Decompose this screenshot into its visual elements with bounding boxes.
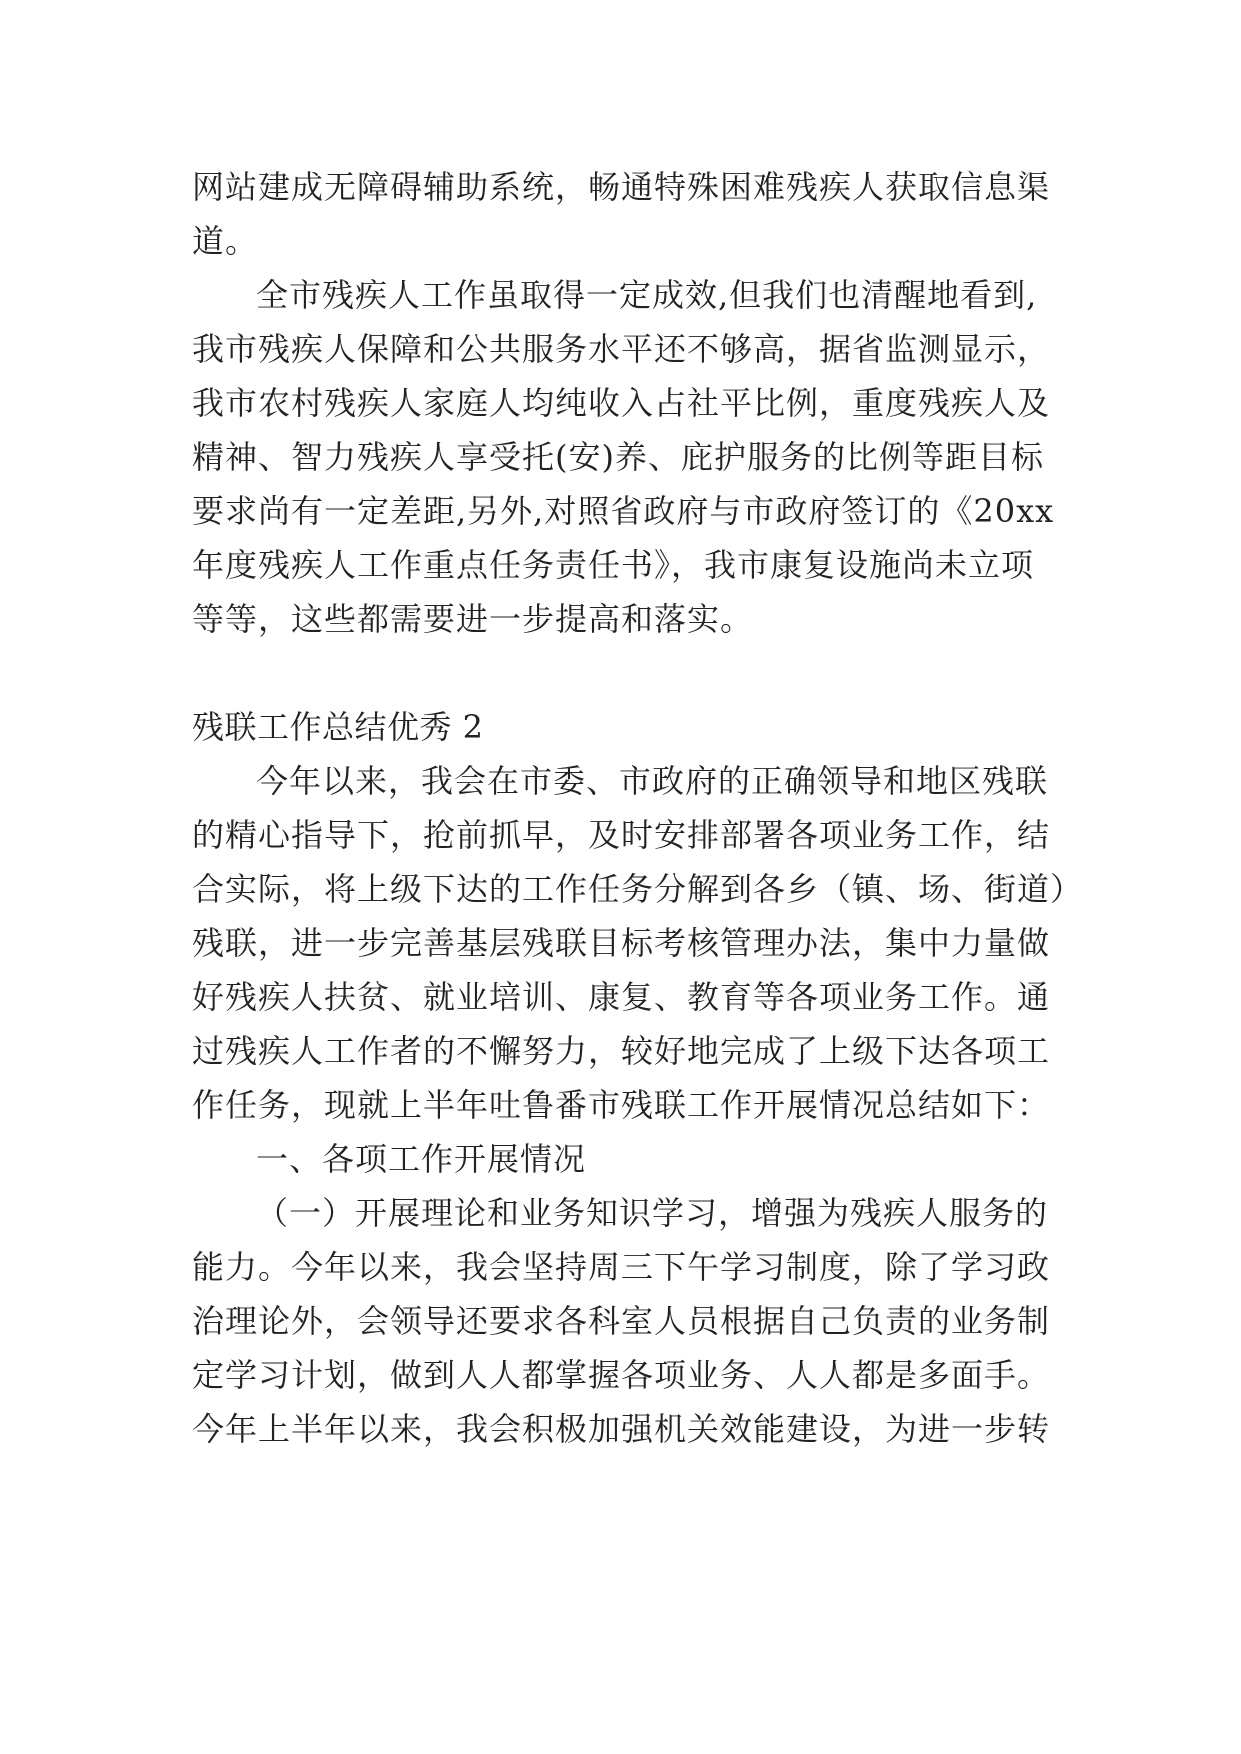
text-line: 年度残疾人工作重点任务责任书》，我市康复设施尚未立项 [192, 546, 1035, 584]
text-line: 我市残疾人保障和公共服务水平还不够高，据省监测显示， [192, 330, 1051, 368]
section-title: 残联工作总结优秀 2 [192, 708, 484, 746]
text-line: 我市农村残疾人家庭人均纯收入占社平比例，重度残疾人及 [192, 384, 1051, 422]
blank-line [192, 646, 1072, 700]
text-line: 道。 [192, 222, 259, 260]
text-line: 定学习计划，做到人人都掌握各项业务、人人都是多面手。 [192, 1356, 1051, 1394]
text-line: 治理论外，会领导还要求各科室人员根据自己负责的业务制 [192, 1302, 1051, 1340]
text-line: 作任务，现就上半年吐鲁番市残联工作开展情况总结如下： [192, 1086, 1051, 1124]
paragraph-3 [192, 754, 1084, 1132]
text-line: 今年上半年以来，我会积极加强机关效能建设，为进一步转 [192, 1410, 1051, 1448]
text-line: 全市残疾人工作虽取得一定成效,但我们也清醒地看到, [256, 276, 1038, 314]
text-line: 过残疾人工作者的不懈努力，较好地完成了上级下达各项工 [192, 1032, 1051, 1070]
paragraph-2 [192, 268, 1072, 646]
text-line: 残联，进一步完善基层残联目标考核管理办法，集中力量做 [192, 924, 1051, 962]
text-line: （一）开展理论和业务知识学习，增强为残疾人服务的 [256, 1194, 1049, 1232]
text-line: 网站建成无障碍辅助系统，畅通特殊困难残疾人获取信息渠 [192, 168, 1051, 206]
text-line: 精神、智力残疾人享受托(安)养、庇护服务的比例等距目标 [192, 438, 1044, 476]
text-line: 能力。今年以来，我会坚持周三下午学习制度，除了学习政 [192, 1248, 1051, 1286]
text-line: 要求尚有一定差距,另外,对照省政府与市政府签订的《20xx [192, 492, 1055, 530]
paragraph-4 [192, 1186, 1072, 1456]
text-line: 等等，这些都需要进一步提高和落实。 [192, 600, 754, 638]
paragraph-1 [192, 160, 1072, 268]
text-line: 合实际，将上级下达的工作任务分解到各乡（镇、场、街道） [192, 870, 1084, 908]
text-line: 今年以来，我会在市委、市政府的正确领导和地区残联 [256, 762, 1049, 800]
text-line: 好残疾人扶贫、就业培训、康复、教育等各项业务工作。通 [192, 978, 1051, 1016]
document-body [192, 160, 1084, 1456]
subheading: 一、各项工作开展情况 [256, 1140, 587, 1178]
text-line: 的精心指导下，抢前抓早，及时安排部署各项业务工作，结 [192, 816, 1051, 854]
